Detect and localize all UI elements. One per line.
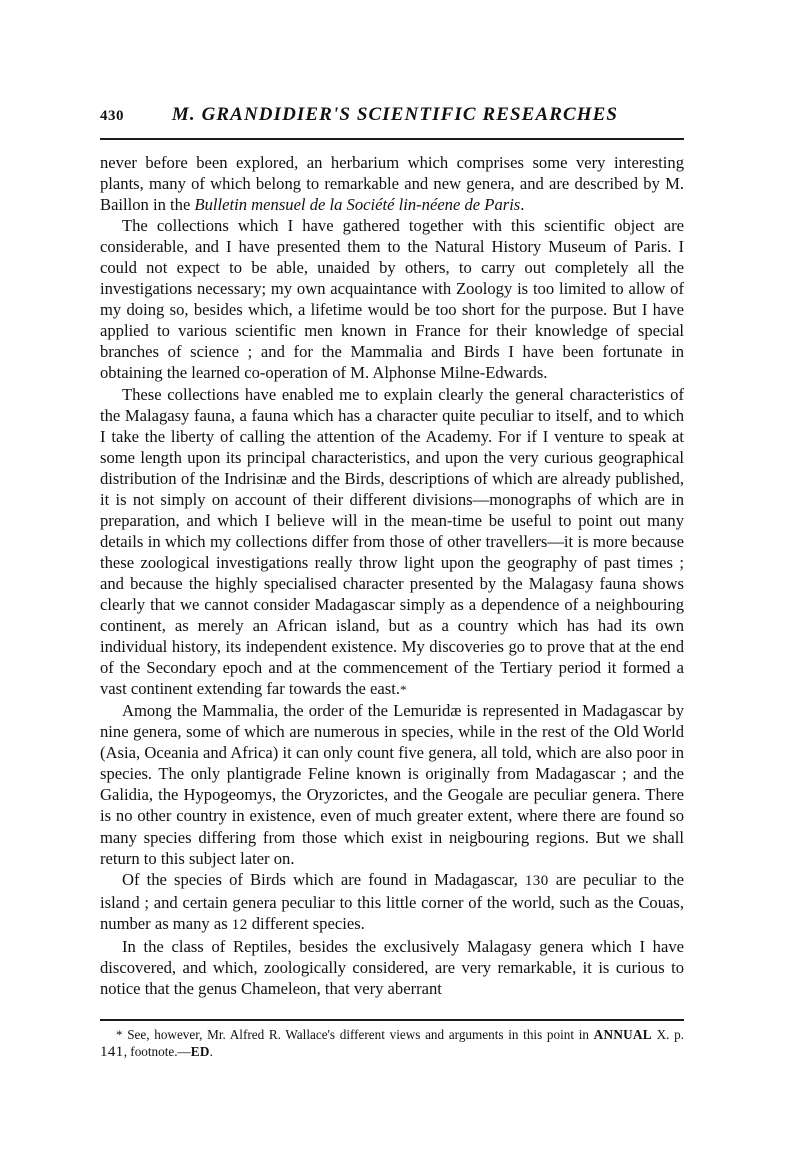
- body-text-column: [100, 152, 684, 999]
- footnote-source-name: ANNUAL: [593, 1027, 652, 1042]
- running-head: [100, 104, 684, 126]
- text-run: are peculiar to the island ; and certain genera peculiar to this little corner of the world, such as the Couas, number as many as: [100, 869, 684, 933]
- text-run: Of the species of Birds which are found in Madagascar,: [122, 869, 525, 889]
- footnote-text: [100, 1026, 684, 1061]
- footnote-volume-text: X. p.: [651, 1027, 684, 1042]
- footnote-divider-rule: [100, 1019, 684, 1021]
- footnote-tail-text: , footnote.—: [123, 1044, 191, 1060]
- footnote-asterisk: *: [116, 1027, 123, 1042]
- para-birds: [100, 869, 684, 936]
- footnote-reference-marker: *: [399, 682, 407, 698]
- text-run: These collections have enabled me to explain clearly the general characteristics of the Malagasy fauna, a fauna which has a character quite peculiar to itself, and to which I take the liberty of calling the attention of the Academy. For if I venture to speak at some length upon its principal characteristics, and upon the very curious geographical distribution of the Indrisinæ and the Birds, descriptions of which are already published, it is not simply on account of their different divisions—monographs of which are in preparation, and which I believe will in the mean-time be useful to point out many details in which my collections differ from those of other travellers—it is more because these zoological investigations really throw light upon the geography of past times ; and because the highly specialised character presented by the Malagasy fauna shows clearly that we cannot consider Madagascar simply as a dependence of a neighbouring continent, as merely an African island, but as a country which has had its own individual history, its independent existence. My discoveries go to prove that at the end of the Secondary epoch and at the commencement of the Tertiary period it formed a vast continent extending far towards the east.: [100, 384, 684, 699]
- text-run: never before been explored, an herbarium which comprises some very interesting plants, many of which belong to remarkable and new genera, and are described by M. Baillon in the: [100, 153, 684, 215]
- para-mammalia: [100, 700, 684, 868]
- footnote-block: [100, 1026, 684, 1061]
- para-malagasy-fauna: [100, 384, 684, 701]
- running-head-title: M. GRANDIDIER'S SCIENTIFIC RESEARCHES: [171, 104, 619, 125]
- oldstyle-numeral: 130: [524, 872, 549, 889]
- text-run: In the class of Reptiles, besides the exclusively Malagasy genera which I have discovered, and which, zoologically considered, are very remarkable, it is curious to notice that the genus Chameleon, that very aberrant: [100, 936, 684, 998]
- para-herbarium: [100, 152, 684, 215]
- text-run: .: [520, 195, 525, 215]
- footnote-page-number: 141: [100, 1044, 124, 1061]
- para-reptiles: [100, 936, 684, 999]
- footnote-line-text: See, however, Mr. Alfred R. Wallace's different views and arguments in this point in: [122, 1027, 594, 1042]
- oldstyle-numeral: 12: [231, 916, 248, 933]
- header-divider-rule: [100, 138, 684, 140]
- footnote-tail-end: .: [209, 1044, 213, 1060]
- text-run: The collections which I have gathered together with this scientific object are considerable, and I have presented them to the Natural History Museum of Paris. I could not expect to be able, unaided by others, to carry out completely all the investigations necessary; my own acquaintance with Zoology is too limited to allow of my doing so, besides which, a lifetime would be too short for the purpose. But I have applied to various scientific men known in France for their knowledge of special branches of science ; and for the Mammalia and Birds I have been fortunate in obtaining the learned co-operation of M. Alphonse Milne-Edwards.: [100, 216, 684, 383]
- text-run: different species.: [247, 913, 365, 933]
- page-folio-number: 430: [100, 108, 124, 124]
- para-collections: [100, 215, 684, 383]
- text-run: Among the Mammalia, the order of the Lemuridæ is represented in Madagascar by nine genera, some of which are numerous in species, while in the rest of the Old World (Asia, Oceania and Africa) it can only count five genera, all told, which are also poor in species. The only plantigrade Feline known is originally from Madagascar ; and the Galidia, the Hypogeomys, the Oryzorictes, and the Geogale are peculiar genera. There is no other country in existence, even of much greater extent, where there are found so many species differing from those which exist in neigbouring regions. But we shall return to this subject later on.: [100, 701, 684, 868]
- italic-citation-title: Bulletin mensuel de la Société lin-néene de Paris: [194, 195, 521, 215]
- footnote-editor-mark: ED: [190, 1044, 210, 1060]
